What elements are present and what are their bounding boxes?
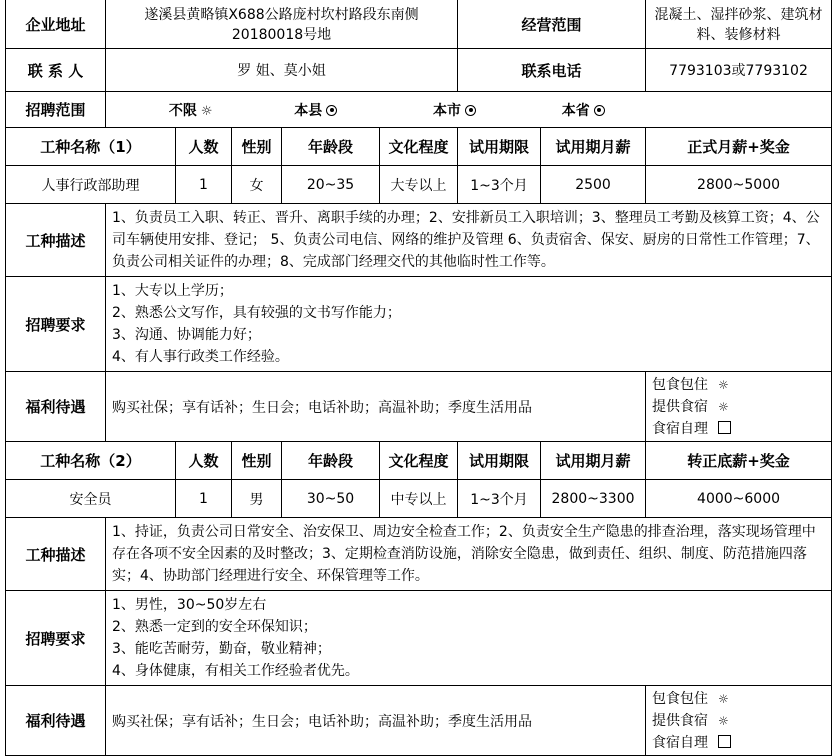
recruit-range-row: [6, 92, 832, 128]
desc-label: 工种描述: [6, 204, 106, 277]
probation-header: 试用期限: [458, 442, 541, 480]
perk-self[interactable]: 食宿自理: [652, 418, 825, 440]
requirement-item: 3、能吃苦耐劳，勤奋，敬业精神；: [112, 641, 331, 657]
job2-desc-row: [6, 518, 832, 591]
probation-period: 1~3个月: [458, 480, 541, 518]
probation-header: 试用期限: [458, 128, 541, 166]
age-header: 年龄段: [282, 128, 380, 166]
education-header: 文化程度: [380, 442, 458, 480]
sun-icon: ☼: [718, 399, 729, 414]
job2-values-row: [6, 480, 832, 518]
contact-value: 罗 姐、莫小姐: [106, 49, 458, 92]
job-description: 1、负责员工入职、转正、晋升、离职手续的办理；2、安排新员工入职培训；3、整理员工考勤及核算工资；4、公司车辆使用安排、登记； 5、负责公司电信、网络的维护及管理 6、负责宿舍、保安、厨房的日常性工作管理；7、负责公司相关证件的办理；8、完成部门经理交代的其他临时性工作等。: [106, 204, 832, 277]
perks: [646, 372, 832, 442]
sun-icon: ☼: [200, 103, 213, 119]
requirement-item: 2、熟悉一定到的安全环保知识；: [112, 619, 317, 635]
gender: 男: [232, 480, 282, 518]
sun-icon: ☼: [718, 377, 729, 392]
job-title-header: 工种名称（2）: [6, 442, 176, 480]
contact-row: [6, 49, 832, 92]
age-range: 20~35: [282, 166, 380, 204]
perk-provided[interactable]: 提供食宿 ☼: [652, 396, 825, 418]
probation-period: 1~3个月: [458, 166, 541, 204]
probation-salary-header: 试用期月薪: [541, 128, 646, 166]
scope-value: 混凝土、湿拌砂浆、建筑材料、装修材料: [646, 0, 832, 49]
job1-header-row: [6, 128, 832, 166]
requirements: [106, 277, 832, 372]
welfare-text: 购买社保；享有话补；生日会；电话补助；高温补助；季度生活用品: [106, 686, 646, 756]
requirement-item: 2、熟悉公文写作，具有较强的文书写作能力；: [112, 305, 401, 321]
job2-welfare-row: [6, 686, 832, 756]
phone-value: 7793103或7793102: [646, 49, 832, 92]
welfare-label: 福利待遇: [6, 372, 106, 442]
welfare-text: 购买社保；享有话补；生日会；电话补助；高温补助；季度生活用品: [106, 372, 646, 442]
job-title: 人事行政部助理: [6, 166, 176, 204]
probation-salary: 2500: [541, 166, 646, 204]
job1-req-row: [6, 277, 832, 372]
gender-header: 性别: [232, 128, 282, 166]
scope-label: 经营范围: [458, 0, 646, 49]
perks: [646, 686, 832, 756]
salary-header: 正式月薪+奖金: [646, 128, 832, 166]
address-row: [6, 0, 832, 49]
requirement-item: 1、男性，30~50岁左右: [112, 597, 267, 613]
sun-icon: ☼: [718, 691, 729, 706]
perk-self[interactable]: 食宿自理: [652, 732, 825, 754]
salary-header: 转正底薪+奖金: [646, 442, 832, 480]
option-province[interactable]: 本省: [562, 103, 605, 119]
salary: 2800~5000: [646, 166, 832, 204]
option-county[interactable]: 本县: [294, 103, 337, 119]
recruitment-form: [5, 0, 832, 756]
bullseye-icon: [326, 105, 337, 116]
job1-desc-row: [6, 204, 832, 277]
requirement-item: 4、有人事行政类工作经验。: [112, 349, 289, 365]
desc-label: 工种描述: [6, 518, 106, 591]
recruit-range-label: 招聘范围: [6, 92, 106, 128]
requirement-item: 3、沟通、协调能力好；: [112, 327, 261, 343]
job1-welfare-row: [6, 372, 832, 442]
education: 中专以上: [380, 480, 458, 518]
job1-values-row: [6, 166, 832, 204]
bullseye-icon: [594, 105, 605, 116]
requirement-item: 4、身体健康，有相关工作经验者优先。: [112, 663, 359, 679]
req-label: 招聘要求: [6, 591, 106, 686]
option-unlimited[interactable]: 不限 ☼: [168, 102, 213, 119]
salary: 4000~6000: [646, 480, 832, 518]
checkbox-icon: [718, 421, 731, 434]
perk-meals-housing[interactable]: 包食包住 ☼: [652, 688, 825, 710]
age-range: 30~50: [282, 480, 380, 518]
address-label: 企业地址: [6, 0, 106, 49]
requirement-item: 1、大专以上学历；: [112, 283, 233, 299]
gender: 女: [232, 166, 282, 204]
job2-header-row: [6, 442, 832, 480]
perk-meals-housing[interactable]: 包食包住 ☼: [652, 374, 825, 396]
bullseye-icon: [465, 105, 476, 116]
headcount-header: 人数: [176, 442, 232, 480]
contact-label: 联 系 人: [6, 49, 106, 92]
recruit-range-options: [106, 92, 832, 128]
phone-label: 联系电话: [458, 49, 646, 92]
job-title: 安全员: [6, 480, 176, 518]
sun-icon: ☼: [718, 713, 729, 728]
education-header: 文化程度: [380, 128, 458, 166]
job2-req-row: [6, 591, 832, 686]
headcount: 1: [176, 480, 232, 518]
job-description: 1、持证，负责公司日常安全、治安保卫、周边安全检查工作；2、负责安全生产隐患的排查治理，落实现场管理中存在各项不安全因素的及时整改；3、定期检查消防设施，消除安全隐患，做到责任、组织、制度、防范措施四落实；4、协助部门经理进行安全、环保管理等工作。: [106, 518, 832, 591]
job-title-header: 工种名称（1）: [6, 128, 176, 166]
checkbox-icon: [718, 735, 731, 748]
headcount: 1: [176, 166, 232, 204]
welfare-label: 福利待遇: [6, 686, 106, 756]
perk-provided[interactable]: 提供食宿 ☼: [652, 710, 825, 732]
age-header: 年龄段: [282, 442, 380, 480]
probation-salary-header: 试用期月薪: [541, 442, 646, 480]
option-city[interactable]: 本市: [433, 103, 476, 119]
requirements: [106, 591, 832, 686]
address-value: 遂溪县黄略镇X688公路庞村坎村路段东南侧20180018号地: [106, 0, 458, 49]
probation-salary: 2800~3300: [541, 480, 646, 518]
headcount-header: 人数: [176, 128, 232, 166]
req-label: 招聘要求: [6, 277, 106, 372]
education: 大专以上: [380, 166, 458, 204]
gender-header: 性别: [232, 442, 282, 480]
